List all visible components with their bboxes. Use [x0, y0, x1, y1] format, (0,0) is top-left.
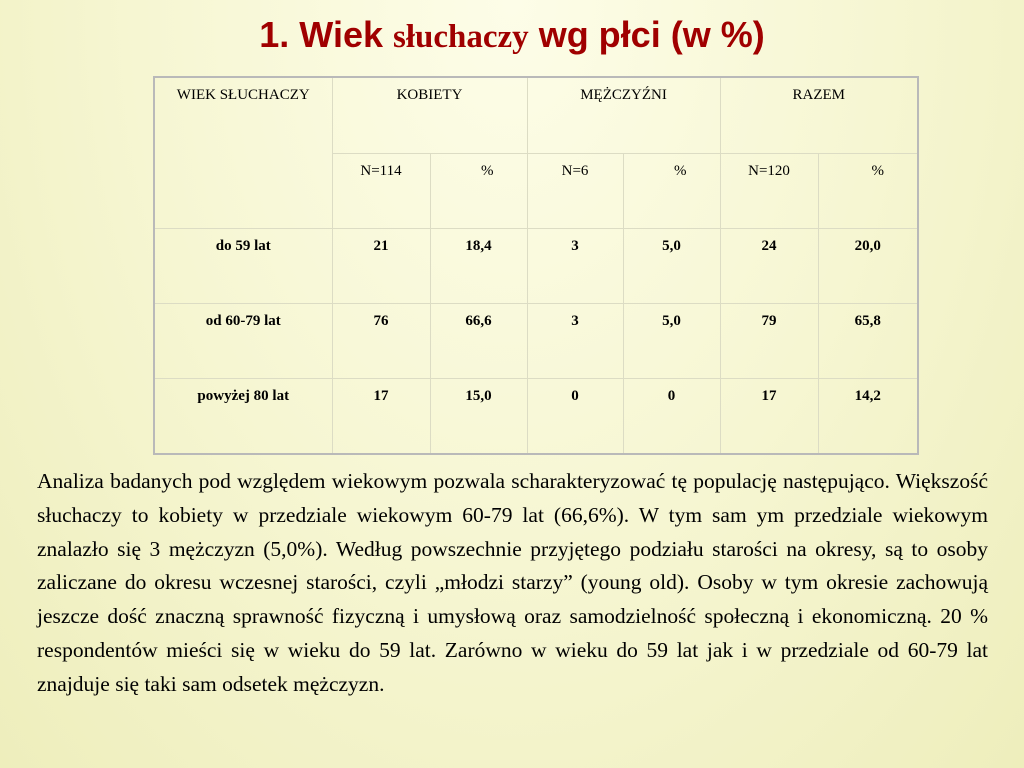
- table-cell: 20,0: [818, 228, 918, 303]
- table-cell: 24: [720, 228, 818, 303]
- subheader-razem-pct: %: [818, 153, 918, 228]
- table-cell: 5,0: [623, 228, 720, 303]
- title-part-3: wg płci (w %): [528, 14, 765, 55]
- table-cell: 3: [527, 303, 623, 378]
- table-header-row: [154, 77, 918, 153]
- title-part-2: słuchaczy: [393, 19, 529, 55]
- header-kobiety: KOBIETY: [332, 77, 527, 153]
- row-label: powyżej 80 lat: [154, 378, 332, 454]
- age-gender-table: [153, 76, 919, 455]
- table-cell: 21: [332, 228, 430, 303]
- table-cell: 0: [623, 378, 720, 454]
- table-cell: 17: [720, 378, 818, 454]
- table-row: [154, 228, 918, 303]
- page-title: [0, 14, 1024, 56]
- table-cell: 66,6: [430, 303, 527, 378]
- table-cell: 14,2: [818, 378, 918, 454]
- table-cell: 76: [332, 303, 430, 378]
- table-cell: 3: [527, 228, 623, 303]
- table-cell: 17: [332, 378, 430, 454]
- table-cell: 65,8: [818, 303, 918, 378]
- row-label: od 60-79 lat: [154, 303, 332, 378]
- table-row: [154, 303, 918, 378]
- subheader-razem-n: N=120: [720, 153, 818, 228]
- subheader-kobiety-n: N=114: [332, 153, 430, 228]
- subheader-mezczyzni-pct: %: [623, 153, 720, 228]
- title-part-1: 1. Wiek: [259, 14, 394, 55]
- table-cell: 0: [527, 378, 623, 454]
- header-wiek-sluchaczy: WIEK SŁUCHACZY: [154, 77, 332, 228]
- row-label: do 59 lat: [154, 228, 332, 303]
- table-cell: 5,0: [623, 303, 720, 378]
- header-mezczyzni: MĘŻCZYŹNI: [527, 77, 720, 153]
- table-row: [154, 378, 918, 454]
- subheader-mezczyzni-n: N=6: [527, 153, 623, 228]
- subheader-kobiety-pct: %: [430, 153, 527, 228]
- header-razem: RAZEM: [720, 77, 918, 153]
- table-cell: 15,0: [430, 378, 527, 454]
- table-cell: 79: [720, 303, 818, 378]
- table-cell: 18,4: [430, 228, 527, 303]
- analysis-paragraph: Analiza badanych pod względem wiekowym pozwala scharakteryzować tę populację następująco. Większość słuchaczy to kobiety w przedziale wiekowym 60-79 lat (66,6%). W tym sam ym przedziale wiekowym znalazło się 3 mężczyzn (5,0%). Według powszechnie przyjętego podziału starości na okresy, są to osoby zaliczane do okresu wczesnej starości, czyli „młodzi starzy” (young old). Osoby w tym okresie zachowują jeszcze dość znaczną sprawność fizyczną i umysłową oraz samodzielność społeczną i ekonomiczną. 20 % respondentów mieści się w wieku do 59 lat. Zarówno w wieku do 59 lat jak i w przedziale od 60-79 lat znajduje się taki sam odsetek mężczyzn.: [37, 469, 988, 696]
